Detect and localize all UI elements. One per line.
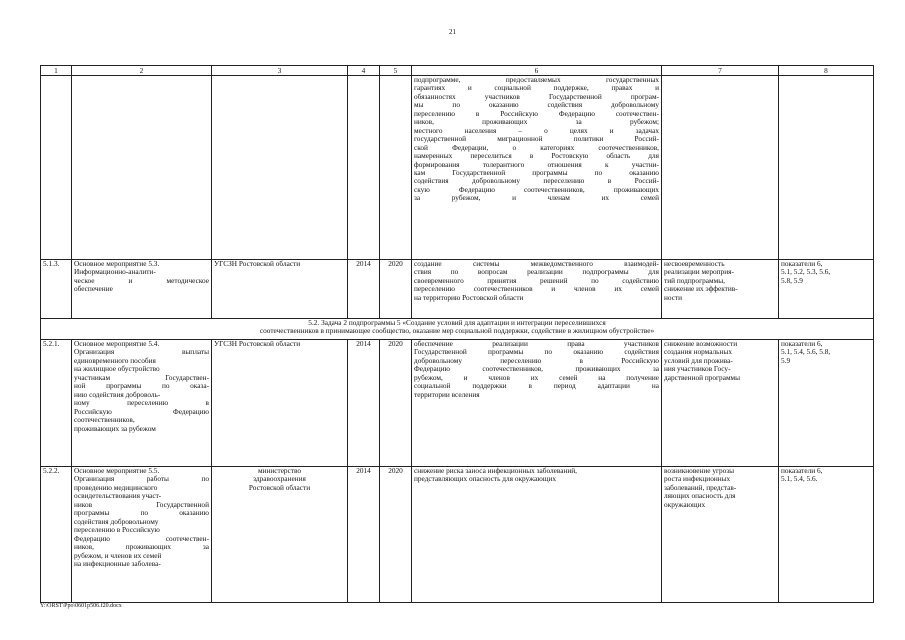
page-number: 21 [449, 28, 456, 36]
measure-name: Основное мероприятие 5.5. Организация работы по проведению медицинского освидетельствования участ- ников Государственной программы по оказанию содействия добровольному переселению в Российскую Федерацию соотечествен- ников, проживающих за рубежом, и членов их семей на инфекционные заболева- [72, 467, 212, 603]
column-number-row [41, 66, 874, 76]
start-year: 2014 [348, 467, 380, 603]
start-year: 2014 [348, 340, 380, 467]
executor: УГСЗН Ростовской области [212, 340, 348, 467]
end-year: 2020 [380, 467, 412, 603]
executor: министерство здравоохранения Ростовской области [212, 467, 348, 603]
col-header-7: 7 [662, 66, 779, 76]
col-header-4: 4 [348, 66, 380, 76]
table-row-5-2-2 [41, 467, 874, 603]
indicators: показатели 6, 5.1, 5.4, 5.6. [779, 467, 874, 603]
effect-text: снижение риска заноса инфекционных заболеваний, представляющих опасность для окружающих [412, 467, 662, 603]
col-header-5: 5 [380, 66, 412, 76]
row-number: 5.2.2. [41, 467, 72, 603]
col-header-6: 6 [412, 66, 662, 76]
effect-text: обеспечение реализации права участников Государственной программы по оказанию содействия добровольному переселению в Российскую Федерацию соотечественников, проживающих за рубежом, и членов их семей на получение социальной поддержки в период адаптации на территории вселения [412, 340, 662, 467]
measures-table [40, 65, 874, 603]
consequences: возникновение угрозы роста инфекционных заболеваний, представ- ляющих опасность для окружающих [662, 467, 779, 603]
col-header-1: 1 [41, 66, 72, 76]
file-path-footer: Y:\ORST\Ppo\0601p506.f20.docx [40, 603, 122, 609]
col-header-2: 2 [72, 66, 212, 76]
task-heading-row [41, 319, 874, 340]
row-number: 5.2.1. [41, 340, 72, 467]
measure-name: Основное мероприятие 5.3. Информационно-аналити- ческое и методическое обеспечение [72, 260, 212, 319]
end-year: 2020 [380, 260, 412, 319]
row-number: 5.1.3. [41, 260, 72, 319]
table-row-5-1-3 [41, 260, 874, 319]
effect-text: создание системы межведомственного взаимодей- ствия по вопросам реализации подпрограммы для своевременного принятия решений по содействию переселению соотечественников и членов их семей на территорию Ростовской области [412, 260, 662, 319]
end-year: 2020 [380, 340, 412, 467]
executor: УГСЗН Ростовской области [212, 260, 348, 319]
consequences: несвоевременность реализации мероприя- тий подпрограммы, снижение их эффектив- ности [662, 260, 779, 319]
table-row-5-2-1 [41, 340, 874, 467]
table-row-continuation [41, 76, 874, 260]
indicators: показатели 6, 5.1, 5.2, 5.3, 5.6, 5.8, 5.9 [779, 260, 874, 319]
effect-text: подпрограмме, предоставляемых государственных гарантиях и социальной поддержке, правах и обязанностях участников Государственной програм- мы по оказанию содействия добровольному переселению в Российскую Федерацию соотечествен- ников, проживающих за рубежом; местного населения – о целях и задачах государственной миграционной политики Россий- ской Федерации, о категориях соотечественников, намеренных переселиться в Ростовскую область для формирования толерантного отношения к участни- кам Государственной программы по оказанию содействия добровольному переселению в Россий- скую Федерацию соотечественников, проживающих за рубежом, и членам их семей [412, 76, 662, 260]
col-header-3: 3 [212, 66, 348, 76]
consequences: снижение возможности создания нормальных условий для прожива- ния участников Госу- дарственной программы [662, 340, 779, 467]
start-year: 2014 [348, 260, 380, 319]
indicators: показатели 6, 5.1, 5.4, 5.6, 5.8, 5.9 [779, 340, 874, 467]
col-header-8: 8 [779, 66, 874, 76]
measure-name: Основное мероприятие 5.4. Организация выплаты единовременного пособия на жилищное обустройство участникам Государствен- ной программы по оказа- нию содействия доброволь- ному переселению в Российскую Федерацию соотечественников, проживающих за рубежом [72, 340, 212, 467]
task-heading: 5.2. Задача 2 подпрограммы 5 «Создание условий для адаптации и интеграции переселившихся соотечественников в принимающее сообщество, оказание мер социальной поддержки, содействие в жилищном обустройстве» [41, 319, 874, 340]
